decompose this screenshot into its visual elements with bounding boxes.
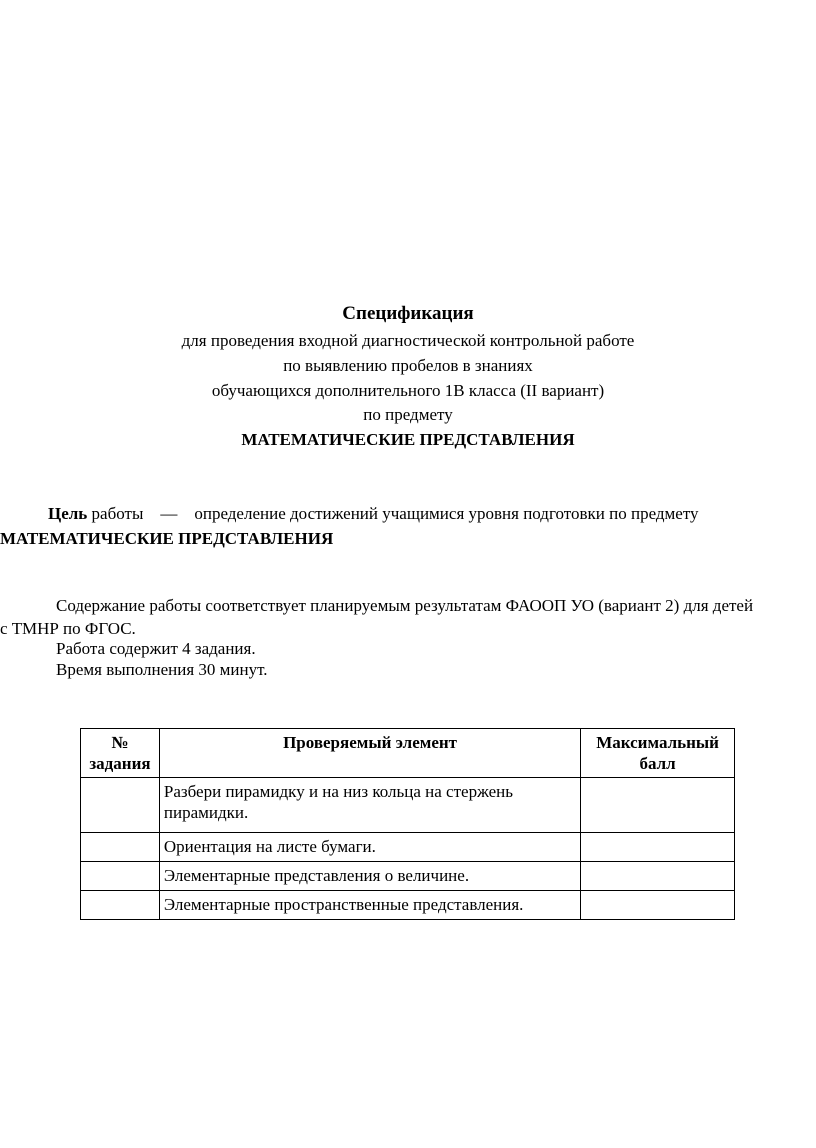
max-score-cell [581, 778, 735, 833]
max-score-cell [581, 833, 735, 862]
subject-heading: МАТЕМАТИЧЕСКИЕ ПРЕДСТАВЛЕНИЯ [241, 430, 575, 449]
task-number-cell [81, 833, 160, 862]
task-number-cell [81, 891, 160, 920]
tasks-count-text: Работа содержит 4 задания. [56, 639, 256, 658]
table-row [81, 891, 735, 920]
content-paragraph-line-2: с ТМНР по ФГОС. [0, 619, 136, 638]
subtitle-line-2: по выявлению пробелов в знаниях [283, 356, 533, 375]
table-header-row [81, 729, 735, 778]
task-number-cell [81, 778, 160, 833]
checked-element-cell: Элементарные пространственные представления. [159, 891, 580, 920]
goal-text: работы — определение достижений учащимися уровня подготовки по предмету [91, 504, 699, 523]
duration-text: Время выполнения 30 минут. [56, 660, 268, 679]
task-number-cell [81, 862, 160, 891]
checked-element-cell: Разбери пирамидку и на низ кольца на стержень пирамидки. [159, 778, 580, 833]
subtitle-line-1: для проведения входной диагностической контрольной работе [181, 331, 635, 350]
max-score-cell [581, 862, 735, 891]
subtitle-line-4: по предмету [363, 405, 453, 424]
table-row [81, 778, 735, 833]
goal-subject: МАТЕМАТИЧЕСКИЕ ПРЕДСТАВЛЕНИЯ [0, 529, 334, 548]
specification-table [80, 728, 735, 920]
table-row [81, 862, 735, 891]
header-task-number: № задания [81, 729, 160, 778]
table-row [81, 833, 735, 862]
header-max-score: Максимальный балл [581, 729, 735, 778]
checked-element-cell: Ориентация на листе бумаги. [159, 833, 580, 862]
header-checked-element: Проверяемый элемент [159, 729, 580, 778]
max-score-cell [581, 891, 735, 920]
goal-label: Цель [48, 504, 88, 523]
content-paragraph-line-1: Содержание работы соответствует планируемым результатам ФАООП УО (вариант 2) для детей [56, 596, 754, 615]
goal-paragraph [48, 504, 808, 524]
document-title: Спецификация [342, 303, 474, 324]
checked-element-cell: Элементарные представления о величине. [159, 862, 580, 891]
subtitle-line-3: обучающихся дополнительного 1В класса (II вариант) [211, 381, 605, 400]
